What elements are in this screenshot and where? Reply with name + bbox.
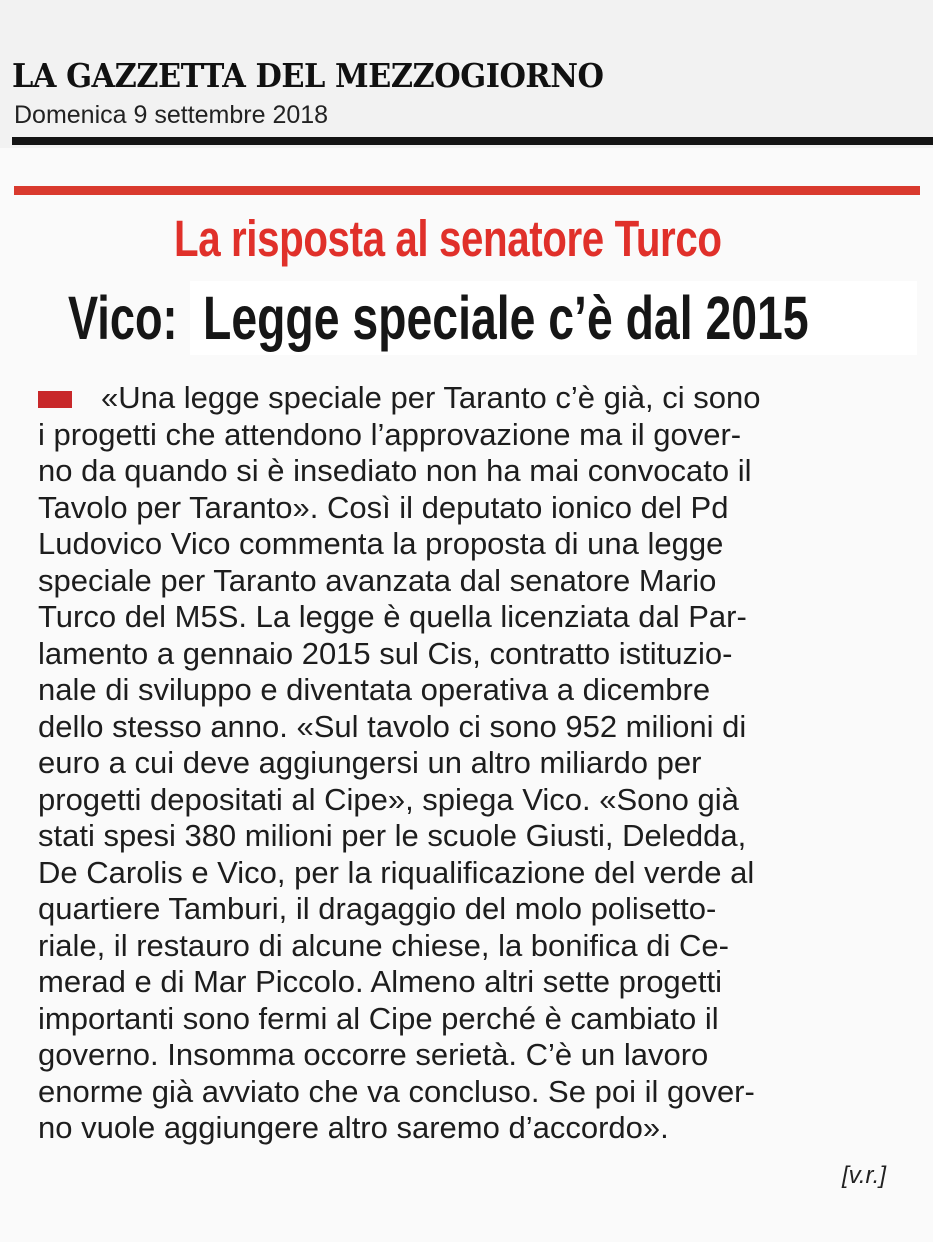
body-line: stati spesi 380 milioni per le scuole Giusti, Deledda, (38, 818, 747, 853)
publication-date: Domenica 9 settembre 2018 (14, 101, 329, 129)
body-line: progetti depositati al Cipe», spiega Vico. «Sono già (38, 781, 739, 817)
article-kicker: La risposta al senatore Turco (174, 210, 722, 267)
headline-speaker: Vico: (68, 284, 178, 352)
section-rule (14, 186, 920, 195)
body-line: Ludovico Vico commenta la proposta di una legge (38, 526, 724, 561)
body-line: Tavolo per Taranto». Così il deputato ionico del Pd (38, 489, 729, 525)
body-line: euro a cui deve aggiungersi un altro miliardo per (38, 745, 702, 780)
body-line: enorme già avviato che va concluso. Se poi il gover- (38, 1073, 755, 1109)
body-line: no da quando si è insediato non ha mai convocato il (38, 453, 752, 488)
body-line: lamento a gennaio 2015 sul Cis, contratto istituzio- (38, 635, 733, 671)
masthead: LA GAZZETTA DEL MEZZOGIORNO (12, 56, 604, 95)
article-body (38, 380, 908, 1147)
body-line: i progetti che attendono l’approvazione ma il gover- (38, 416, 742, 452)
body-line: dello stesso anno. «Sul tavolo ci sono 952 milioni di (38, 708, 747, 744)
header-divider (12, 137, 933, 145)
headline-title: Legge speciale c’è dal 2015 (203, 284, 809, 352)
body-line: importanti sono fermi al Cipe perché è cambiato il (38, 1000, 719, 1036)
body-line: speciale per Taranto avanzata dal senatore Mario (38, 562, 717, 598)
body-line: merad e di Mar Piccolo. Almeno altri sette progetti (38, 964, 723, 999)
body-line: riale, il restauro di alcune chiese, la bonifica di Ce- (38, 927, 729, 963)
body-line: nale di sviluppo e diventata operativa a dicembre (38, 672, 711, 707)
body-line: no vuole aggiungere altro saremo d’accordo». (38, 1110, 669, 1145)
body-line: governo. Insomma occorre serietà. C’è un lavoro (38, 1037, 709, 1072)
body-line: Turco del M5S. La legge è quella licenziata dal Par- (38, 599, 747, 634)
body-line: De Carolis e Vico, per la riqualificazione del verde al (38, 854, 755, 890)
body-line: quartiere Tamburi, il dragaggio del molo polisetto- (38, 891, 717, 926)
body-line: «Una legge speciale per Taranto c’è già, ci sono (101, 380, 761, 415)
author-byline: [v.r.] (842, 1162, 886, 1189)
